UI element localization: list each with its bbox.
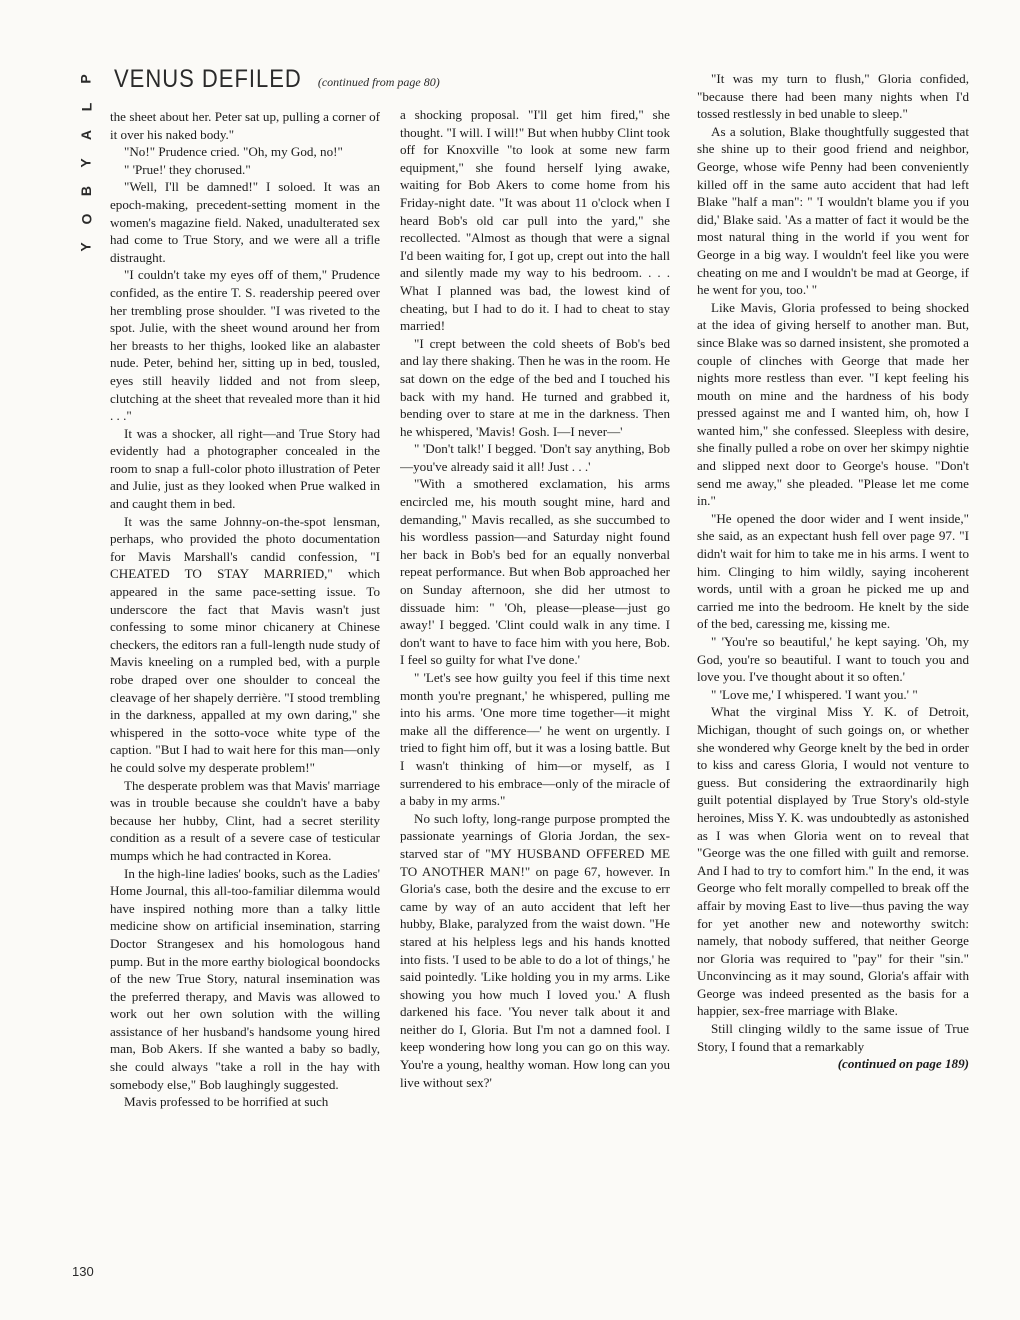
masthead-letter: Y [78, 242, 94, 252]
playboy-vertical-masthead [72, 72, 100, 254]
body-paragraph: "It was my turn to flush," Gloria confided, "because there had been many nights when I'd tossed restlessly in bed unable to sleep." [697, 71, 969, 122]
masthead-letter: O [77, 213, 94, 225]
body-paragraph: "With a smothered exclamation, his arms encircled me, his mouth sought mine, hard and demanding," Mavis recalled, as she succumbed to his wordless passion—and Saturday night found her back in Bob's bed for an equally nonverbal repeat performance. But when Bob approached her on Sunday afternoon, she did her utmost to dissuade him: " 'Oh, please—please—just go away!' I begged. 'Clint could walk in any time. I don't want to have to face him with you here, Bob. I feel so guilty for what I've done.' [400, 476, 670, 668]
text-column-2 [400, 106, 670, 1274]
body-paragraph: No such lofty, long-range purpose prompted the passionate yearnings of Gloria Jordan, the sex-starved star of "MY HUSBAND OFFERED ME TO ANOTHER MAN!" on page 67, however. In Gloria's case, both the desire and the excuse to err came by way of an auto accident that left her hubby, Blake, paralyzed from the waist down. "He stared at his helpless legs and his hands knotted into fists. 'I used to be able to do a lot of things,' he said pointedly. 'Like holding you in my arms. Like showing you how much I loved you.' A flush darkened his face. 'You never talk about it and neither do I, Gloria. But I'm not a damned fool. I keep wondering how long you can go on this way. You're a young, healthy woman. How long can you live without sex?' [400, 810, 670, 1090]
text-column-1 [110, 108, 380, 1256]
body-paragraph: The desperate problem was that Mavis' marriage was in trouble because she couldn't have a baby because her hubby, Clint, had a secret sterility condition as a result of a severe case of testicular mumps which he had contracted in Korea. [110, 777, 380, 863]
body-paragraph: "He opened the door wider and I went inside," she said, as an expectant hush fell over page 97. "I didn't wait for him to take me in his arms. I went to him. Clinging to him wildly, saying incoherent words, until with a groan he picked me up and carried me into the bedroom. He knelt by the side of the bed, caressing me, kissing me. [697, 510, 969, 632]
body-paragraph: As a solution, Blake thoughtfully suggested that she shine up to their good friend and neighbor, George, whose wife Penny had been conveniently killed off in the same auto accident that had left Blake "half a man": " 'I wouldn't blame you if you did,' Blake said. 'As a matter of fact it would be the most natural thing in the world if you went for George in a big way. I wouldn't feel like you were cheating on me and I wouldn't be mad at George, if he went for you, too.' " [697, 123, 969, 298]
text-column-3 [697, 70, 969, 1276]
body-paragraph: "Well, I'll be damned!" I soloed. It was an epoch-making, precedent-setting moment in the women's magazine field. Naked, unadulterated sex had come to True Story, and we were all a trifle distraught. [110, 179, 380, 265]
body-paragraph: " 'Don't talk!' I begged. 'Don't say anything, Bob—you've already said it all! Just . . .' [400, 441, 670, 474]
body-paragraph: It was the same Johnny-on-the-spot lensman, perhaps, who provided the photo documentation for Mavis Marshall's candid confession, "I CHEATED TO STAY MARRIED," which appeared in the same pace-setting issue. To underscore the fact that Mavis wasn't just confessing to some minor chicanery at Chinese checkers, the editors ran a full-length nude study of Mavis kneeling on a rumpled bed, with a purple robe draped over one shoulder to conceal the cleavage of her shapely derrière. "I stood trembling in the darkness, appalled at my own daring," she whispered in the sotto-voce white type of the caption. "But I had to wait here for this man—only he could solve my desperate problem!" [110, 513, 380, 775]
body-paragraph: In the high-line ladies' books, such as the Ladies' Home Journal, this all-too-familiar dilemma would have inspired nothing more than a talky little medicine show on artificial insemination, starring Doctor Strangesex and his homologous hand pump. But in the more earthy biological boondocks of the new True Story, natural insemination was the preferred therapy, and Mavis was allowed to work out her own solution with the willing assistance of her husband's handsome young hired man, Bob Akers. If she wanted a baby so badly, she could always "take a roll in the hay with somebody else," Bob laughingly suggested. [110, 865, 380, 1092]
body-paragraph: It was a shocker, all right—and True Story had evidently had a photographer concealed in the room to snap a full-color photo illustration of Peter and Julie, just as they looked when Prue walked in and caught them in bed. [110, 425, 380, 512]
masthead-letter: A [78, 129, 94, 141]
masthead-letter: B [78, 185, 94, 197]
continued-on-note: (continued on page 189) [837, 1056, 969, 1072]
body-paragraph: the sheet about her. Peter sat up, pulling a corner of it over his naked body." [110, 109, 380, 142]
article-title: VENUS DEFILED [114, 64, 302, 93]
body-paragraph: What the virginal Miss Y. K. of Detroit, Michigan, thought of such goings on, or whether she wondered why George knelt by the bed in order to kiss and caress Gloria, I would not venture to guess. But considering the extraordinarily high guilt potential displayed by True Story's old-style heroines, Miss Y. K. was undoubtedly as astonished as I was when Gloria went on to reveal that "George was the one filled with guilt and remorse. And I had to try to comfort him." In the end, it was George who felt morally compelled to break off the affair by moving East to live—thus paving the way for yet another new and noteworthy switch: namely, that nobody suffered, that neither George nor Gloria was required to "pay" for their "sin." Unconvincing as it may sound, Gloria's affair with George was indeed presented as the basis for a happier, sex-free marriage with Blake. [697, 704, 969, 1019]
body-paragraph: " 'Love me,' I whispered. 'I want you.' " [711, 686, 918, 702]
masthead-letter: Y [78, 158, 94, 168]
article-header [114, 66, 674, 102]
page-number: 130 [72, 1264, 94, 1279]
body-paragraph: " 'Prue!' they chorused." [124, 161, 251, 177]
body-paragraph: " 'Let's see how guilty you feel if this time next month you're pregnant,' he whispered, pulling me into his arms. 'One more time together—it might make all the difference—' he went on urgently. I tried to fight him off, but it was a losing battle. But I wasn't thinking of him—or myself, as I surrendered to his embrace—only of the miracle of a baby in my arms." [400, 670, 670, 809]
body-paragraph: " 'You're so beautiful,' he kept saying. 'Oh, my God, you're so beautiful. I want to touch you and love you. I've thought about it so often.' [697, 634, 969, 685]
body-paragraph: "I crept between the cold sheets of Bob's bed and lay there shaking. Then he was in the room. He sat down on the edge of the bed and I touched his back with my hand. He turned and grabbed it, bending over to stare at me in the darkness. Then he whispered, 'Mavis! Gosh. I—I never—' [400, 335, 670, 439]
body-paragraph: "No!" Prudence cried. "Oh, my God, no!" [124, 144, 343, 160]
body-paragraph: Mavis professed to be horrified at such [124, 1094, 329, 1110]
body-paragraph: "I couldn't take my eyes off of them," Prudence confided, as the entire T. S. readership peered over her trembling prose shoulder. "I was riveted to the spot. Julie, with the sheet wound around her from her breasts to her thighs, looked like an alabaster nude. Peter, behind her, sitting up in bed, tousled, eyes still heavily lidded and not from sleep, clutching at the sheet that revealed more than it hid . . ." [110, 267, 380, 424]
body-paragraph: Like Mavis, Gloria professed to being shocked at the idea of giving herself to another man. But, since Blake was so darned insistent, she promoted a couple of clinches with George that made her nights more restless than ever. "I kept feeling his mouth on mine and the hardness of his body pressed against me and I wanted him, oh, how I wanted him," she confessed. Sleepless with desire, she finally pulled a robe on over her skimpy nightie and slipped next door to George's house. "Don't send me away," she pleaded. "Please let me come in." [697, 299, 969, 509]
masthead-letter: P [78, 74, 94, 84]
body-paragraph: Still clinging wildly to the same issue of True Story, I found that a remarkably [697, 1021, 969, 1054]
masthead-letter: L [78, 102, 94, 112]
body-paragraph: a shocking proposal. "I'll get him fired," she thought. "I will. I will!" But when hubby Clint took off for Knoxville "to look at some new farm equipment," she found herself lying awake, waiting for Bob Akers to come home from his Friday-night date. "It was about 11 o'clock when I heard Bob's old car pull into the yard," she recollected. "Almost as though that were a signal I'd been waiting for, I got up, crept out into the hall and silently made my way to his bedroom. . . . What I planned was bad, the lowest kind of cheating, but I had to do it. I had to cheat to stay married! [400, 107, 670, 334]
continued-from-note: (continued from page 80) [317, 75, 440, 89]
